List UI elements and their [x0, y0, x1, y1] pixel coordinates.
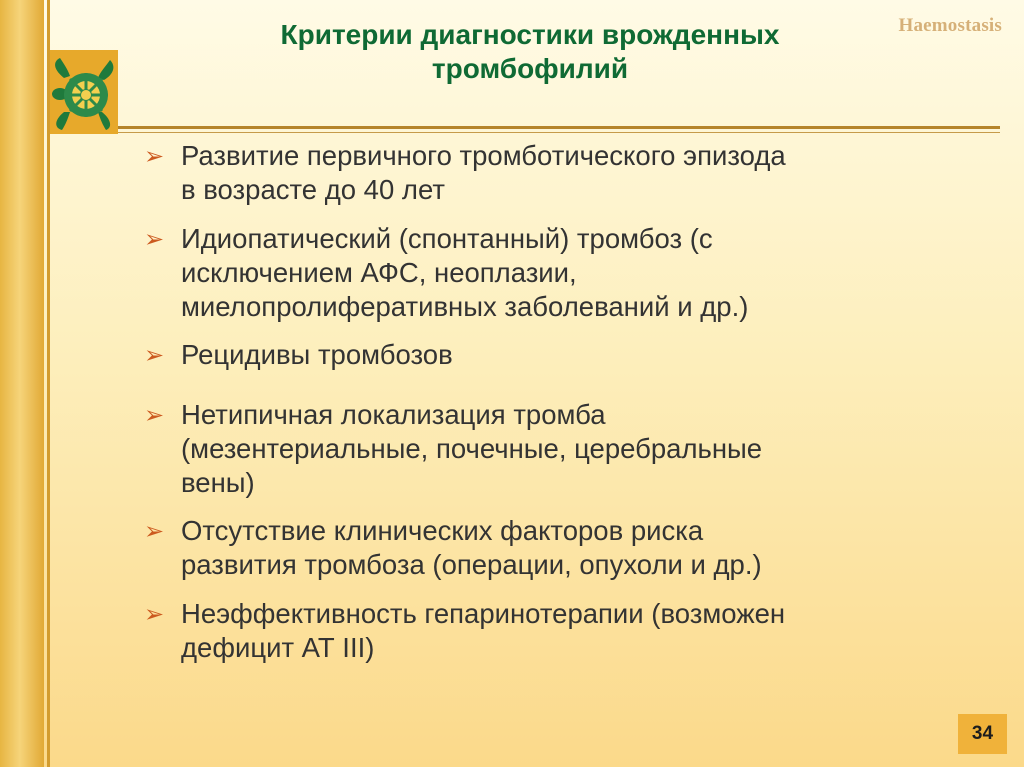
- list-item-line: Отсутствие клинических факторов риска: [181, 515, 704, 546]
- title-divider-thin: [118, 132, 1000, 133]
- list-item-line: Идиопатический (спонтанный) тромбоз (с: [181, 223, 713, 254]
- list-item-line: вены): [181, 467, 255, 498]
- list-item-line: миелопролиферативных заболеваний и др.): [181, 291, 749, 322]
- left-decorative-bar: [0, 0, 44, 767]
- list-item-line: Рецидивы тромбозов: [181, 339, 453, 370]
- title-divider: [118, 126, 1000, 129]
- arrow-bullet-icon: ➢: [144, 341, 165, 369]
- turtle-icon: [50, 50, 118, 134]
- list-item-line: развития тромбоза (операции, опухоли и др.): [181, 549, 762, 580]
- list-item-line: исключением АФС, неоплазии,: [181, 257, 577, 288]
- brand-label: Haemostasis: [898, 15, 1002, 36]
- arrow-bullet-icon: ➢: [144, 142, 165, 170]
- page-number: 34: [958, 714, 1007, 754]
- arrow-bullet-icon: ➢: [144, 225, 165, 253]
- list-item: [144, 514, 964, 582]
- list-item-line: дефицит АТ III): [181, 632, 375, 663]
- list-item-line: в возрасте до 40 лет: [181, 174, 445, 205]
- criteria-list: [144, 139, 964, 665]
- list-item-line: Нетипичная локализация тромба: [181, 399, 606, 430]
- list-item-line: (мезентериальные, почечные, церебральные: [181, 433, 763, 464]
- arrow-bullet-icon: ➢: [144, 600, 165, 628]
- list-item: [144, 139, 964, 207]
- title-line: тромбофилий: [431, 53, 629, 84]
- list-item: [144, 338, 964, 372]
- list-item: [144, 398, 964, 500]
- list-item-line: Неэффективность гепаринотерапии (возможен: [181, 598, 786, 629]
- list-item: [144, 597, 964, 665]
- page-title: [200, 18, 860, 86]
- list-item: [144, 222, 964, 324]
- list-item-line: Развитие первичного тромботического эпизода: [181, 140, 786, 171]
- arrow-bullet-icon: ➢: [144, 517, 165, 545]
- title-line: Критерии диагностики врожденных: [280, 19, 780, 50]
- arrow-bullet-icon: ➢: [144, 401, 165, 429]
